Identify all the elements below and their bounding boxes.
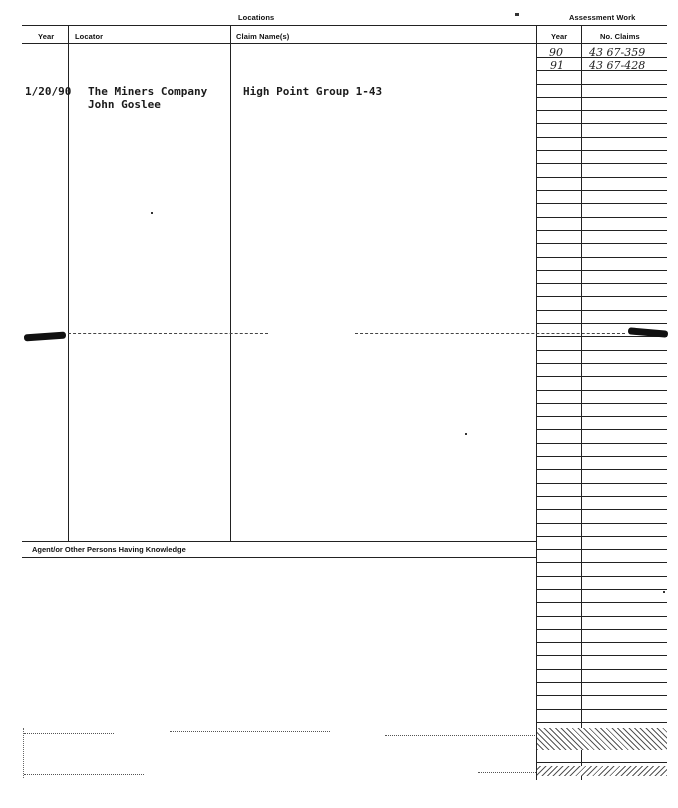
- assessment-row-rule: [536, 230, 667, 231]
- faded-line: [24, 774, 144, 775]
- fold-line-left: [68, 333, 268, 334]
- faded-edge: [23, 728, 24, 778]
- column-header-assessment-year: Year: [551, 32, 568, 41]
- assessment-row-rule: [536, 403, 667, 404]
- assessment-row-rule: [536, 509, 667, 510]
- assessment-row-rule: [536, 549, 667, 550]
- assessment-row-rule: [536, 363, 667, 364]
- assessment-row-rule: [536, 123, 667, 124]
- assessment-row-rule: [536, 390, 667, 391]
- assessment-row-rule: [536, 429, 667, 430]
- divider-locator-claim: [230, 25, 231, 541]
- speck: [663, 591, 665, 593]
- assessment-row-rule: [536, 137, 667, 138]
- assessment-row-rule: [536, 655, 667, 656]
- assessment-row-rule: [536, 97, 667, 98]
- assessment-row-rule: [536, 576, 667, 577]
- assessment-row-rule: [536, 469, 667, 470]
- assessment-row-rule: [536, 257, 667, 258]
- locations-bottom-rule: [22, 541, 536, 542]
- assessment-row-rule: [536, 616, 667, 617]
- assessment-row-rule: [536, 376, 667, 377]
- assessment-row-rule: [536, 443, 667, 444]
- divider-year-locator: [68, 25, 69, 541]
- record-date: 1/20/90: [25, 85, 72, 98]
- agent-section-label: Agent/or Other Persons Having Knowledge: [32, 545, 186, 554]
- assessment-row-rule: [536, 110, 667, 111]
- assessment-row-rule: [536, 190, 667, 191]
- speck: [465, 433, 467, 435]
- assessment-top-rule: [537, 25, 667, 26]
- noise-patch: [537, 728, 667, 750]
- assessment-row-rule: [536, 589, 667, 590]
- assessment-row-rule: [536, 496, 667, 497]
- assessment-row-rule: [536, 456, 667, 457]
- assessment-row-rule: [536, 323, 667, 324]
- assessment-row-rule: [536, 695, 667, 696]
- column-header-no-claims: No. Claims: [600, 32, 640, 41]
- assessment-claims-1: 43 67-359: [589, 46, 646, 59]
- assessment-row-rule: [536, 642, 667, 643]
- locations-title: Locations: [238, 13, 275, 22]
- assessment-row-rule: [536, 310, 667, 311]
- locator-name-line1: The Miners Company: [88, 85, 208, 98]
- assessment-row-rule: [536, 150, 667, 151]
- faded-line: [385, 735, 535, 736]
- assessment-row-rule: [536, 483, 667, 484]
- assessment-row-rule: [536, 84, 667, 85]
- column-header-locator: Locator: [75, 32, 104, 41]
- speck: [151, 212, 153, 214]
- assessment-work-title: Assessment Work: [569, 13, 636, 22]
- assessment-row-rule: [536, 177, 667, 178]
- assessment-row-rule: [536, 682, 667, 683]
- assessment-year-2: 91: [550, 59, 564, 72]
- assessment-row-rule: [536, 283, 667, 284]
- assessment-row-rule: [536, 602, 667, 603]
- assessment-row-rule: [536, 217, 667, 218]
- assessment-claims-2: 43 67-428: [589, 59, 646, 72]
- locator-name-line2: John Goslee: [88, 98, 161, 111]
- fold-line-right: [355, 333, 625, 334]
- assessment-row-rule: [536, 562, 667, 563]
- header-bottom-rule: [22, 43, 667, 44]
- assessment-row-rule: [536, 536, 667, 537]
- assessment-row-rule: [536, 270, 667, 271]
- assessment-row-rule: [536, 336, 667, 337]
- assessment-row-rule: [536, 296, 667, 297]
- assessment-row-rule: [536, 350, 667, 351]
- agent-label-rule: [22, 557, 536, 558]
- noise-patch: [537, 766, 667, 776]
- header-top-rule: [22, 25, 537, 26]
- assessment-row-rule: [536, 203, 667, 204]
- claim-name: High Point Group 1-43: [243, 85, 383, 98]
- fold-mark-left: [24, 332, 66, 342]
- stray-mark: [515, 13, 519, 16]
- assessment-row-rule: [536, 722, 667, 723]
- assessment-year-1: 90: [549, 46, 563, 59]
- assessment-row-rule: [536, 416, 667, 417]
- assessment-row-rule: [536, 523, 667, 524]
- column-header-claim-names: Claim Name(s): [236, 32, 290, 41]
- assessment-row-rule: [536, 629, 667, 630]
- faded-line: [478, 772, 536, 773]
- assessment-row-rule: [536, 243, 667, 244]
- assessment-row-rule: [536, 163, 667, 164]
- assessment-row-rule: [536, 709, 667, 710]
- faded-line: [170, 731, 330, 732]
- faded-line: [24, 733, 114, 734]
- assessment-row-rule: [536, 762, 667, 763]
- assessment-row-rule: [536, 669, 667, 670]
- column-header-year: Year: [38, 32, 55, 41]
